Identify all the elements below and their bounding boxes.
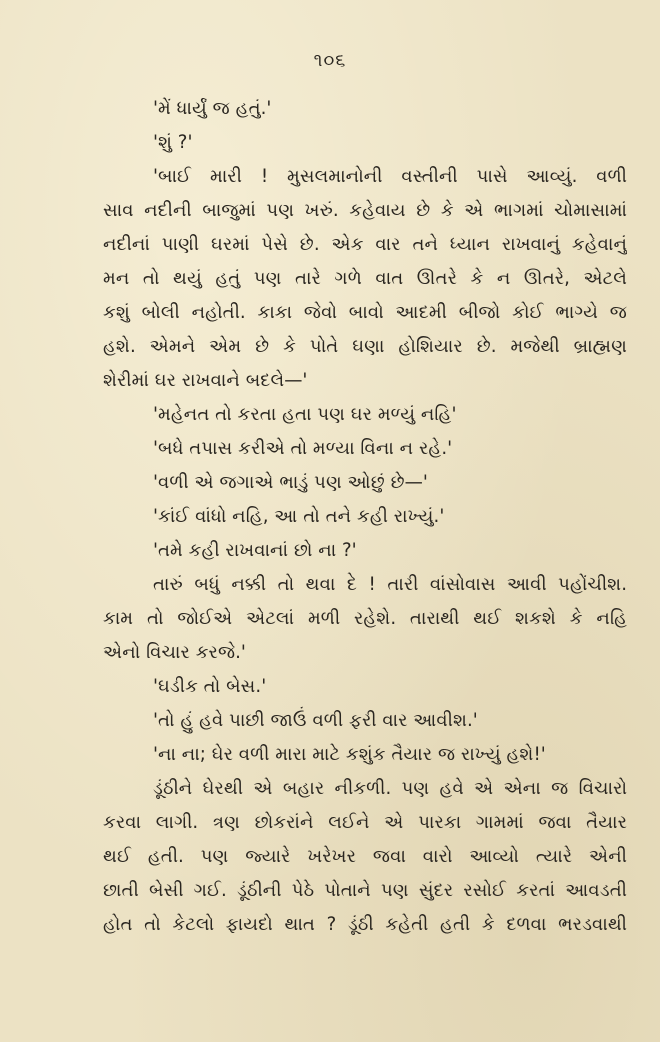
text-line: કામ તો જોઈએ એટલાં મળી રહેશે. તારાથી થઈ શકશે કે નહિ — [103, 608, 627, 629]
text-line: છાતી બેસી ગઈ. ડૂંઠીની પેઠે પોતાને પણ સુંદર રસોઈ કરતાં આવડતી — [103, 880, 627, 901]
text-line: હોત તો કેટલો ફાયદો થાત ? ડૂંઠી કહેતી હતી કે દળવા ભરડવાથી — [103, 914, 627, 935]
text-line: શેરીમાં ઘર રાખવાને બદલે—' — [103, 370, 308, 391]
text-line: હશે. એમને એમ છે કે પોતે ઘણા હોશિયાર છે. મજેથી બ્રાહ્મણ — [103, 336, 627, 357]
text-line: 'વળી એ જગાએ ભાડું પણ ઓછું છે—' — [153, 472, 428, 493]
page-number: ૧૦૬ — [313, 50, 347, 71]
text-line: નદીનાં પાણી ઘરમાં પેસે છે. એક વાર તને ધ્યાન રાખવાનું કહેવાનું — [103, 234, 627, 255]
text-line: 'ના ના; ઘેર વળી મારા માટે કશુંક તૈયાર જ રાખ્યું હશે!' — [153, 744, 546, 765]
text-line: એનો વિચાર કરજે.' — [103, 642, 246, 663]
text-line: 'મહેનત તો કરતા હતા પણ ઘર મળ્યું નહિ' — [153, 404, 457, 425]
text-line: ડૂંઠીને ઘેરથી એ બહાર નીકળી. પણ હવે એ એના જ વિચારો — [153, 778, 627, 799]
text-line: મન તો થયું હતું પણ તારે ગળે વાત ઊતરે કે ન ઊતરે, એટલે — [103, 268, 627, 289]
text-line: થઈ હતી. પણ જ્યારે ખરેખર જવા વારો આવ્યો ત્યારે એની — [103, 846, 627, 867]
text-line: 'બધે તપાસ કરીએ તો મળ્યા વિના ન રહે.' — [153, 438, 453, 459]
text-line: 'તમે કહી રાખવાનાં છો ના ?' — [153, 540, 357, 561]
text-line: 'ઘડીક તો બેસ.' — [153, 676, 267, 697]
text-line: 'તો હું હવે પાછી જાઉં વળી ફરી વાર આવીશ.' — [153, 710, 478, 731]
text-line: 'શું ?' — [153, 132, 193, 153]
text-line: કરવા લાગી. ત્રણ છોકરાંને લઈને એ પારકા ગામમાં જવા તૈયાર — [103, 812, 627, 833]
text-line: 'કાંઈ વાંધો નહિ, આ તો તને કહી રાખ્યું.' — [153, 506, 445, 527]
text-line: તારું બધું નક્કી તો થવા દે ! તારી વાંસોવાસ આવી પહોંચીશ. — [153, 574, 627, 595]
text-line: 'મેં ધાર્યું જ હતું.' — [153, 98, 272, 119]
body-text — [103, 92, 627, 942]
text-line: સાવ નદીની બાજુમાં પણ ખરું. કહેવાય છે કે એ ભાગમાં ચોમાસામાં — [103, 200, 627, 221]
text-line: 'બાઈ મારી ! મુસલમાનોની વસ્તીની પાસે આવ્યું. વળી — [153, 166, 627, 187]
text-line: કશું બોલી નહોતી. કાકા જેવો બાવો આદમી બીજો કોઈ ભાગ્યે જ — [103, 302, 627, 323]
